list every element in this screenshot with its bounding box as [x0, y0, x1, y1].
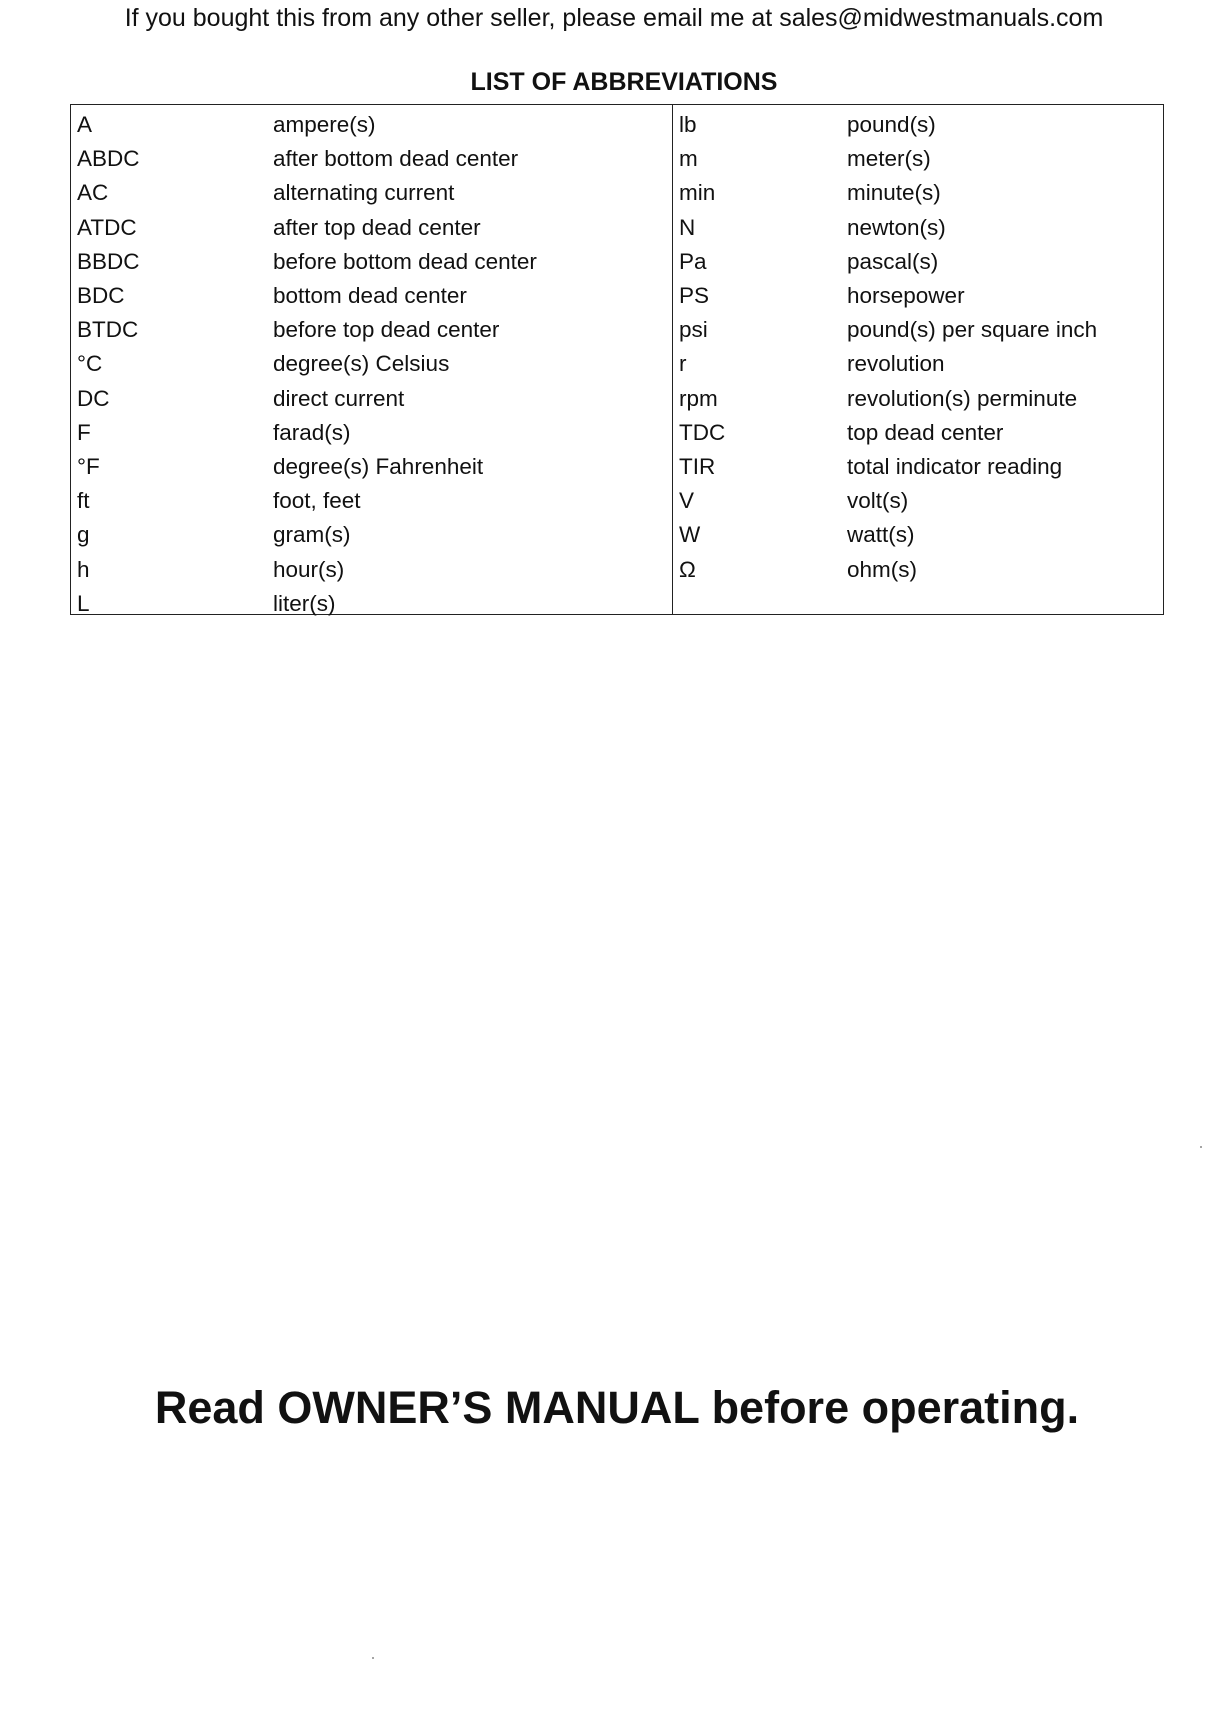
abbreviation-term: W	[679, 522, 701, 548]
abbreviation-meaning: volt(s)	[847, 488, 909, 514]
abbreviation-row	[71, 347, 672, 381]
abbreviation-term: rpm	[679, 385, 718, 411]
abbreviation-meaning: degree(s) Fahrenheit	[273, 453, 484, 479]
abbreviation-meaning: total indicator reading	[847, 453, 1063, 479]
abbreviation-term: °F	[77, 453, 100, 479]
abbreviations-right-column	[673, 105, 1163, 614]
abbreviation-row	[673, 484, 1163, 518]
abbreviation-term: BTDC	[77, 317, 139, 343]
abbreviation-row	[673, 211, 1163, 245]
abbreviation-row	[71, 382, 672, 416]
abbreviation-meaning: liter(s)	[273, 590, 336, 616]
abbreviation-term: DC	[77, 385, 110, 411]
abbreviation-meaning: foot, feet	[273, 488, 361, 514]
abbreviation-term: r	[679, 351, 687, 377]
abbreviation-row	[673, 176, 1163, 210]
scan-speck	[372, 1657, 374, 1659]
abbreviation-row	[71, 552, 672, 586]
abbreviation-term: psi	[679, 317, 708, 343]
abbreviation-term: A	[77, 112, 93, 138]
abbreviation-meaning: ohm(s)	[847, 556, 918, 582]
abbreviation-term: BBDC	[77, 248, 140, 274]
abbreviation-meaning: alternating current	[273, 180, 455, 206]
abbreviation-row	[71, 245, 672, 279]
abbreviation-meaning: degree(s) Celsius	[273, 351, 450, 377]
abbreviation-row	[673, 313, 1163, 347]
abbreviation-row	[71, 108, 672, 142]
abbreviation-meaning: minute(s)	[847, 180, 941, 206]
abbreviation-term: ft	[77, 488, 90, 514]
abbreviation-term: Ω	[679, 556, 696, 582]
abbreviation-term: TDC	[679, 419, 726, 445]
abbreviation-row	[71, 313, 672, 347]
abbreviation-row	[71, 587, 672, 621]
abbreviation-row	[673, 142, 1163, 176]
abbreviation-term: F	[77, 419, 91, 445]
abbreviation-term: g	[77, 522, 90, 548]
abbreviation-term: m	[679, 146, 698, 172]
abbreviation-term: BDC	[77, 283, 125, 309]
abbreviation-term: N	[679, 214, 696, 240]
abbreviations-table	[70, 104, 1164, 615]
abbreviation-term: min	[679, 180, 716, 206]
seller-note: If you bought this from any other seller, please email me at sales@midwestmanuals.com	[124, 4, 1104, 32]
abbreviation-term: Pa	[679, 248, 707, 274]
abbreviation-meaning: after bottom dead center	[273, 146, 519, 172]
abbreviation-meaning: watt(s)	[847, 522, 915, 548]
abbreviation-row	[71, 176, 672, 210]
abbreviation-meaning: pascal(s)	[847, 248, 939, 274]
abbreviation-row	[673, 416, 1163, 450]
abbreviation-meaning: meter(s)	[847, 146, 931, 172]
abbreviation-meaning: bottom dead center	[273, 283, 467, 309]
abbreviation-term: PS	[679, 283, 710, 309]
abbreviation-term: °C	[77, 351, 103, 377]
abbreviation-row	[673, 245, 1163, 279]
abbreviation-row	[673, 518, 1163, 552]
abbreviations-left-column	[71, 105, 673, 614]
abbreviation-meaning: before bottom dead center	[273, 248, 537, 274]
abbreviation-meaning: revolution(s) perminute	[847, 385, 1078, 411]
abbreviation-meaning: gram(s)	[273, 522, 351, 548]
abbreviation-term: h	[77, 556, 90, 582]
abbreviation-row	[71, 416, 672, 450]
owners-manual-notice: Read OWNER’S MANUAL before operating.	[154, 1382, 1080, 1433]
abbreviation-meaning: hour(s)	[273, 556, 345, 582]
abbreviation-term: ABDC	[77, 146, 140, 172]
abbreviation-term: lb	[679, 112, 697, 138]
abbreviation-meaning: horsepower	[847, 283, 965, 309]
abbreviation-row	[71, 450, 672, 484]
abbreviation-row	[673, 279, 1163, 313]
abbreviation-row	[71, 142, 672, 176]
abbreviation-meaning: revolution	[847, 351, 945, 377]
abbreviation-row	[673, 450, 1163, 484]
abbreviation-meaning: newton(s)	[847, 214, 946, 240]
abbreviation-row	[673, 108, 1163, 142]
abbreviation-meaning: farad(s)	[273, 419, 351, 445]
abbreviation-term: TIR	[679, 453, 716, 479]
list-title: LIST OF ABBREVIATIONS	[470, 68, 778, 96]
abbreviation-meaning: after top dead center	[273, 214, 481, 240]
abbreviation-row	[673, 552, 1163, 586]
abbreviation-meaning: pound(s) per square inch	[847, 317, 1098, 343]
abbreviation-meaning: pound(s)	[847, 112, 936, 138]
abbreviation-row	[71, 518, 672, 552]
abbreviation-term: V	[679, 488, 695, 514]
abbreviation-row	[673, 347, 1163, 381]
abbreviation-row	[71, 279, 672, 313]
abbreviation-term: ATDC	[77, 214, 137, 240]
abbreviation-term: L	[77, 590, 90, 616]
scan-speck	[1200, 1146, 1202, 1148]
abbreviation-row	[71, 484, 672, 518]
abbreviation-meaning: top dead center	[847, 419, 1004, 445]
abbreviation-meaning: ampere(s)	[273, 112, 376, 138]
abbreviation-meaning: direct current	[273, 385, 405, 411]
abbreviation-term: AC	[77, 180, 109, 206]
abbreviation-row	[673, 382, 1163, 416]
abbreviation-row	[71, 211, 672, 245]
abbreviation-meaning: before top dead center	[273, 317, 500, 343]
